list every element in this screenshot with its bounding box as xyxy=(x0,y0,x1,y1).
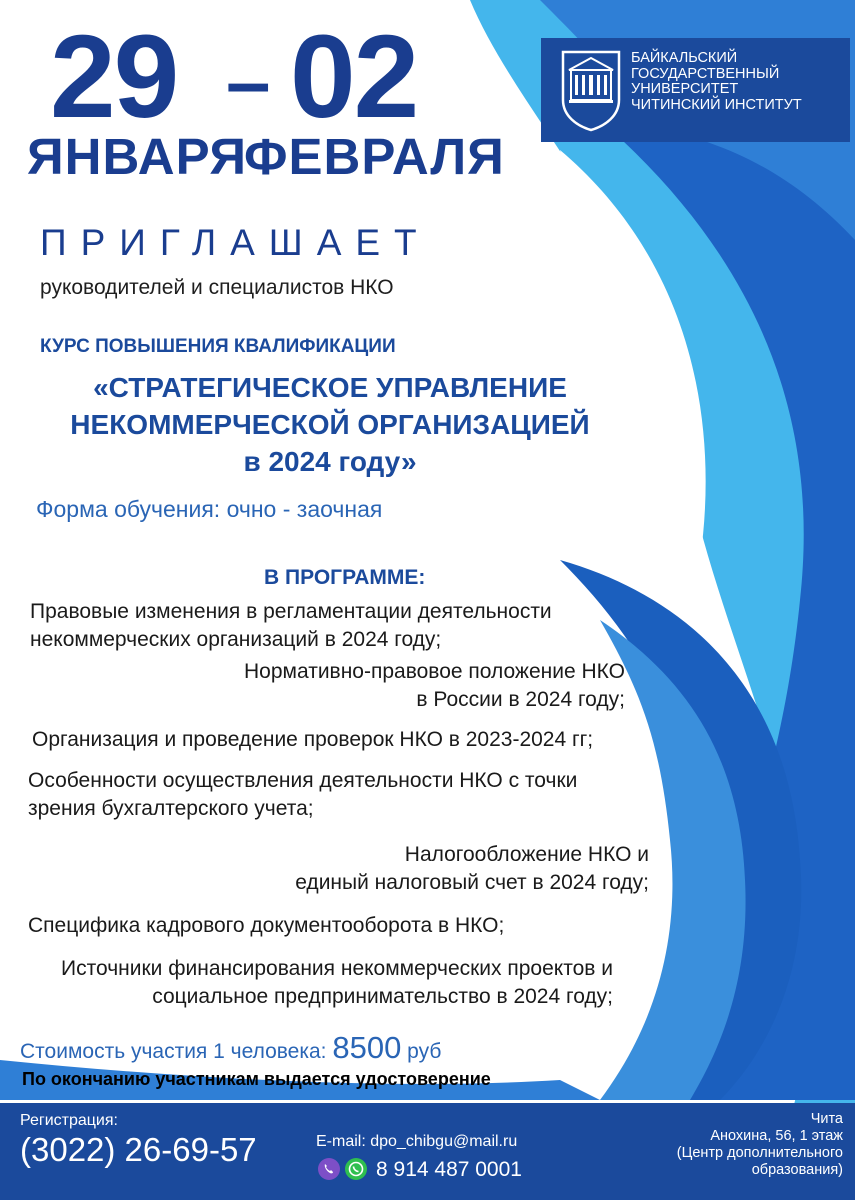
program-item xyxy=(295,841,649,897)
university-name-line: ГОСУДАРСТВЕННЫЙ xyxy=(631,65,780,82)
university-logo xyxy=(541,38,850,142)
program-item xyxy=(28,767,577,823)
audience-text: руководителей и специалистов НКО xyxy=(40,276,394,299)
program-item xyxy=(61,955,613,1011)
program-item xyxy=(28,912,504,940)
program-item xyxy=(32,726,593,754)
whatsapp-icon xyxy=(345,1158,367,1180)
university-name-line: БАЙКАЛЬСКИЙ xyxy=(631,50,738,66)
price-currency: руб xyxy=(407,1040,442,1063)
registration-phone[interactable]: (3022) 26-69-57 xyxy=(20,1131,257,1168)
price-amount: 8500 xyxy=(332,1030,402,1065)
program-item-line: единый налоговый счет в 2024 году; xyxy=(295,871,649,894)
program-item-line: социальное предпринимательство в 2024 году; xyxy=(152,985,613,1008)
address-line: Анохина, 56, 1 этаж xyxy=(710,1128,843,1144)
invites-heading: ПРИГЛАШАЕТ xyxy=(40,222,431,263)
program-item-line: Особенности осуществления деятельности НКО с точки xyxy=(28,769,578,792)
email-link[interactable]: E-mail: dpo_chibgu@mail.ru xyxy=(316,1133,518,1150)
program-item-line: Специфика кадрового документооборота в НКО; xyxy=(28,914,505,937)
viber-icon xyxy=(318,1158,340,1180)
program-item-line: в России в 2024 году; xyxy=(416,688,625,711)
study-form: Форма обучения: очно - заочная xyxy=(36,496,383,522)
course-title-line: НЕКОММЕРЧЕСКОЙ ОРГАНИЗАЦИЕЙ xyxy=(70,409,590,440)
mobile-phone[interactable]: 8 914 487 0001 xyxy=(376,1158,522,1181)
certificate-note: По окончанию участникам выдается удостоверение xyxy=(22,1069,491,1089)
course-title-line: в 2024 году» xyxy=(243,446,417,477)
address-block xyxy=(677,1111,843,1179)
university-name-line: УНИВЕРСИТЕТ xyxy=(631,81,739,97)
contact-footer xyxy=(0,1103,855,1200)
address-line: (Центр дополнительного xyxy=(676,1145,843,1161)
address-line: Чита xyxy=(810,1111,843,1127)
program-item-line: Нормативно-правовое положение НКО xyxy=(244,660,625,683)
start-day: 29 xyxy=(50,11,178,143)
program-item xyxy=(30,598,552,654)
price-line xyxy=(20,1030,441,1066)
university-name xyxy=(631,51,802,113)
price-label: Стоимость участия 1 человека: xyxy=(20,1040,327,1063)
start-month: ЯНВАРЯ xyxy=(27,128,248,185)
registration-label: Регистрация: xyxy=(20,1112,118,1129)
program-item xyxy=(244,658,625,714)
program-heading: В ПРОГРАММЕ: xyxy=(264,566,426,589)
course-title-line: «СТРАТЕГИЧЕСКОЕ УПРАВЛЕНИЕ xyxy=(93,372,567,403)
date-dash: – xyxy=(226,37,271,126)
program-item-line: Налогообложение НКО и xyxy=(404,843,649,866)
program-item-line: Организация и проведение проверок НКО в 2023-2024 гг; xyxy=(32,728,594,751)
course-label: КУРС ПОВЫШЕНИЯ КВАЛИФИКАЦИИ xyxy=(40,336,396,357)
end-month: ФЕВРАЛЯ xyxy=(244,128,505,185)
program-item-line: Источники финансирования некоммерческих проектов и xyxy=(61,957,613,980)
address-line: образования) xyxy=(751,1162,843,1178)
program-item-line: Правовые изменения в регламентации деятельности xyxy=(30,600,552,623)
end-day: 02 xyxy=(290,11,418,143)
university-name-line: ЧИТИНСКИЙ ИНСТИТУТ xyxy=(631,96,802,113)
program-item-line: зрения бухгалтерского учета; xyxy=(28,797,314,820)
university-building-icon xyxy=(559,48,623,132)
program-item-line: некоммерческих организаций в 2024 году; xyxy=(30,628,442,651)
